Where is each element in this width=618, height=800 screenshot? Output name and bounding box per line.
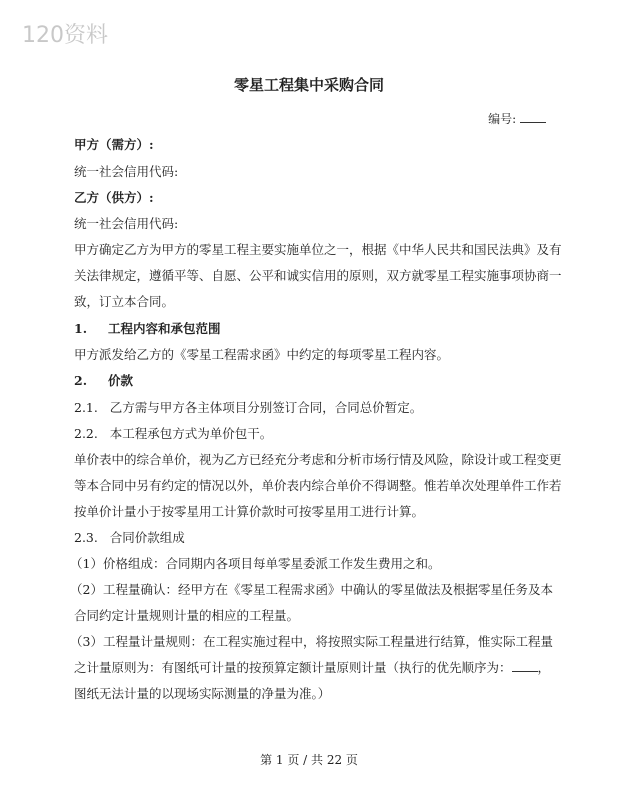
intro-line: 关法律规定，遵循平等、自愿、公平和诚实信用的原则，双方就零星工程实施事项协商一 (74, 268, 562, 283)
document-title: 零星工程集中采购合同 (233, 76, 384, 94)
party-b-credit-code: 统一社会信用代码: (74, 216, 179, 231)
clause-2-2-para: 等本合同中另有约定的情况以外，单价表内综合单价不得调整。惟若单次处理单件工作若 (74, 478, 562, 493)
item-3-blank (512, 661, 538, 672)
section-1-text: 甲方派发给乙方的《零星工程需求函》中约定的每项零星工程内容。 (74, 347, 450, 362)
contract-number-blank (520, 112, 546, 123)
section-1-heading (74, 319, 554, 337)
clause-2-1: 2.1. 乙方需与甲方各主体项目分别签订合同，合同总价暂定。 (74, 400, 423, 415)
item-3 (74, 658, 554, 676)
intro-line: 甲方确定乙方为甲方的零星工程主要实施单位之一，根据《中华人民共和国民法典》及有 (74, 242, 562, 257)
party-a-label: 甲方（需方）: (74, 137, 154, 152)
clause-2-2-para: 按单价计量小于按零星用工计算价款时可按零星用工进行计算。 (74, 504, 425, 519)
party-b-label: 乙方（供方）: (74, 190, 154, 205)
item-3-comma: ， (537, 660, 551, 675)
item-3: 图纸无法计量的以现场实际测量的净量为准。） (74, 686, 331, 701)
watermark-logo: 120资料 (22, 23, 108, 48)
section-1-title: 工程内容和承包范围 (108, 321, 221, 336)
item-2: 合同约定计量规则计量的相应的工程量。 (74, 608, 300, 623)
section-2-number: 2. (74, 373, 88, 388)
clause-2-3: 2.3. 合同价款组成 (74, 530, 185, 545)
item-3: （3）工程量计量规则：在工程实施过程中，将按照实际工程量进行结算，惟实际工程量 (70, 634, 553, 649)
page-footer: 第 1 页 / 共 22 页 (260, 753, 358, 767)
item-2: （2）工程量确认：经甲方在《零星工程需求函》中确认的零星做法及根据零星任务及本 (70, 582, 553, 597)
clause-2-2-para: 单价表中的综合单价，视为乙方已经充分考虑和分析市场行情及风险，除设计或工程变更 (74, 452, 562, 467)
item-1: （1）价格组成：合同期内各项目每单零星委派工作发生费用之和。 (70, 556, 441, 571)
section-2-title: 价款 (108, 373, 134, 388)
contract-number (488, 110, 546, 127)
section-2-heading (74, 371, 554, 389)
clause-2-2: 2.2. 本工程承包方式为单价包干。 (74, 426, 273, 441)
item-3-text: 之计量原则为：有图纸可计量的按预算定额计量原则计量（执行的优先顺序为： (74, 660, 512, 675)
party-a-credit-code: 统一社会信用代码: (74, 164, 179, 179)
intro-line: 致，订立本合同。 (74, 294, 175, 309)
section-1-number: 1. (74, 321, 88, 336)
contract-number-label: 编号: (488, 112, 517, 126)
